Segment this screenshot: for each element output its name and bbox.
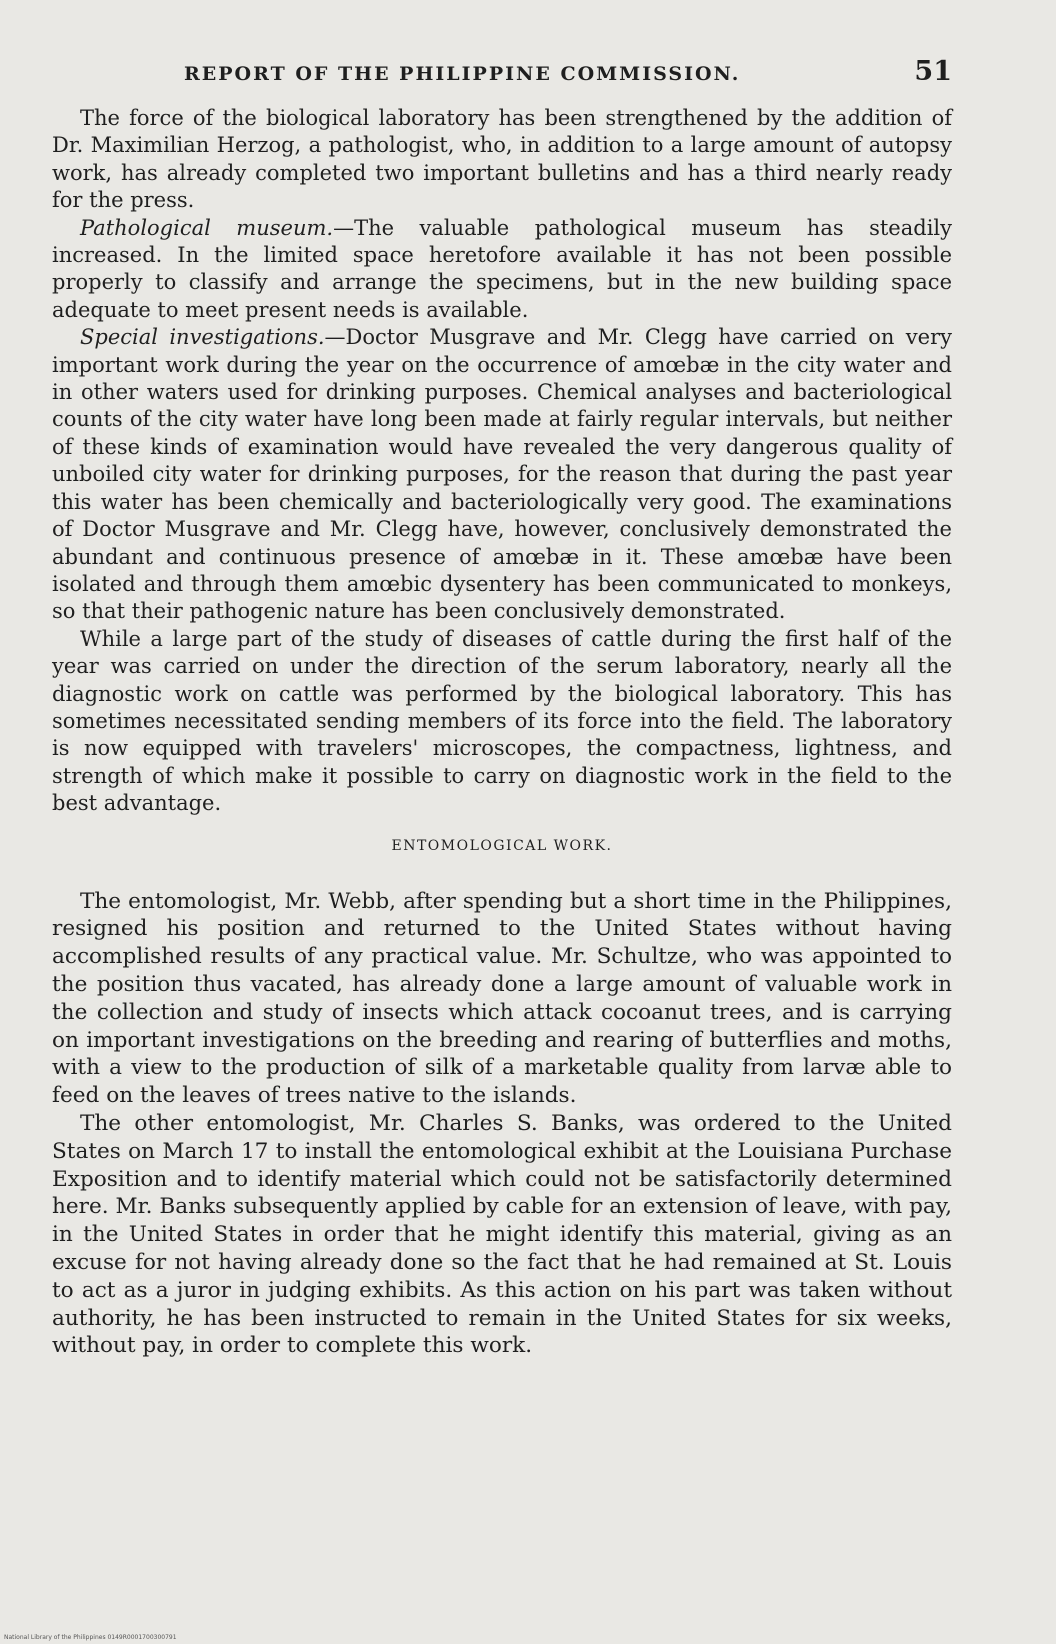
- paragraph-text: —Doctor Musgrave and Mr. Clegg have carried on very important work during the year on the occurrence of amœbæ in the city water and in other waters used for drinking purposes. Chemical analyses and bacteriological counts of the city water have long been made at fairly regular intervals, but neither of these kinds of examination would have revealed the very dangerous quality of unboiled city water for drinking purposes, for the reason that during the past year this water has been chemically and bacteriologically very good. The examinations of Doctor Musgrave and Mr. Clegg have, however, conclusively demonstrated the abundant and continuous presence of amœbæ in it. These amœbæ have been isolated and through them amœbic dysentery has been communicated to monkeys, so that their pathogenic nature has been conclusively demonstrated.: [52, 325, 953, 624]
- paragraph-lead: Special investigations.: [80, 325, 325, 350]
- paragraph-special-investigations: [52, 324, 952, 625]
- paragraph-cattle-diseases: While a large part of the study of diseases of cattle during the first half of the year was carried on under the direction of the serum laboratory, nearly all the diagnostic work on cattle was performed by the biological laboratory. This has sometimes necessitated sending members of its force into the field. The laboratory is now equipped with travelers' microscopes, the compactness, lightness, and strength of which make it possible to carry on diagnostic work in the field to the best advantage.: [52, 626, 952, 816]
- document-page: [52, 56, 952, 1360]
- paragraph-banks: The other entomologist, Mr. Charles S. Banks, was ordered to the United States on March 17 to install the entomological exhibit at the Louisiana Purchase Exposition and to identify material which could not be satisfactorily determined here. Mr. Banks subsequently applied by cable for an extension of leave, with pay, in the United States in order that he might identify this material, giving as an excuse for not having already done so the fact that he had remained at St. Louis to act as a juror in judging exhibits. As this action on his part was taken without authority, he has been instructed to remain in the United States for six weeks, without pay, in order to complete this work.: [52, 1110, 952, 1359]
- paragraph-pathological-museum: [52, 215, 952, 325]
- paragraph-lead: Pathological museum.: [80, 215, 334, 240]
- library-stamp: National Library of the Philippines 0149R0001700300791: [4, 1634, 177, 1641]
- body-text-section-1: [52, 105, 952, 818]
- running-header: [184, 56, 952, 87]
- section-heading: ENTOMOLOGICAL WORK.: [391, 837, 613, 854]
- page-number: 51: [914, 56, 952, 87]
- paragraph-herzog: The force of the biological laboratory has been strengthened by the addition of Dr. Maximilian Herzog, a pathologist, who, in addition to a large amount of autopsy work, has already completed two important bulletins and has a third nearly ready for the press.: [52, 106, 952, 213]
- paragraph-text: —The valuable pathological museum has steadily increased. In the limited space heretofore available it has not been possible properly to classify and arrange the specimens, but in the new building space adequate to meet present needs is available.: [52, 215, 952, 322]
- header-title: REPORT OF THE PHILIPPINE COMMISSION.: [184, 63, 741, 85]
- paragraph-webb-schultze: The entomologist, Mr. Webb, after spending but a short time in the Philippines, resigned his position and returned to the United States without having accomplished results of any practical value. Mr. Schultze, who was appointed to the position thus vacated, has already done a large amount of valuable work in the collection and study of insects which attack cocoanut trees, and is carrying on important investigations on the breeding and rearing of butterflies and moths, with a view to the production of silk of a marketable quality from larvæ able to feed on the leaves of trees native to the islands.: [52, 888, 952, 1109]
- body-text-section-2: [52, 888, 952, 1361]
